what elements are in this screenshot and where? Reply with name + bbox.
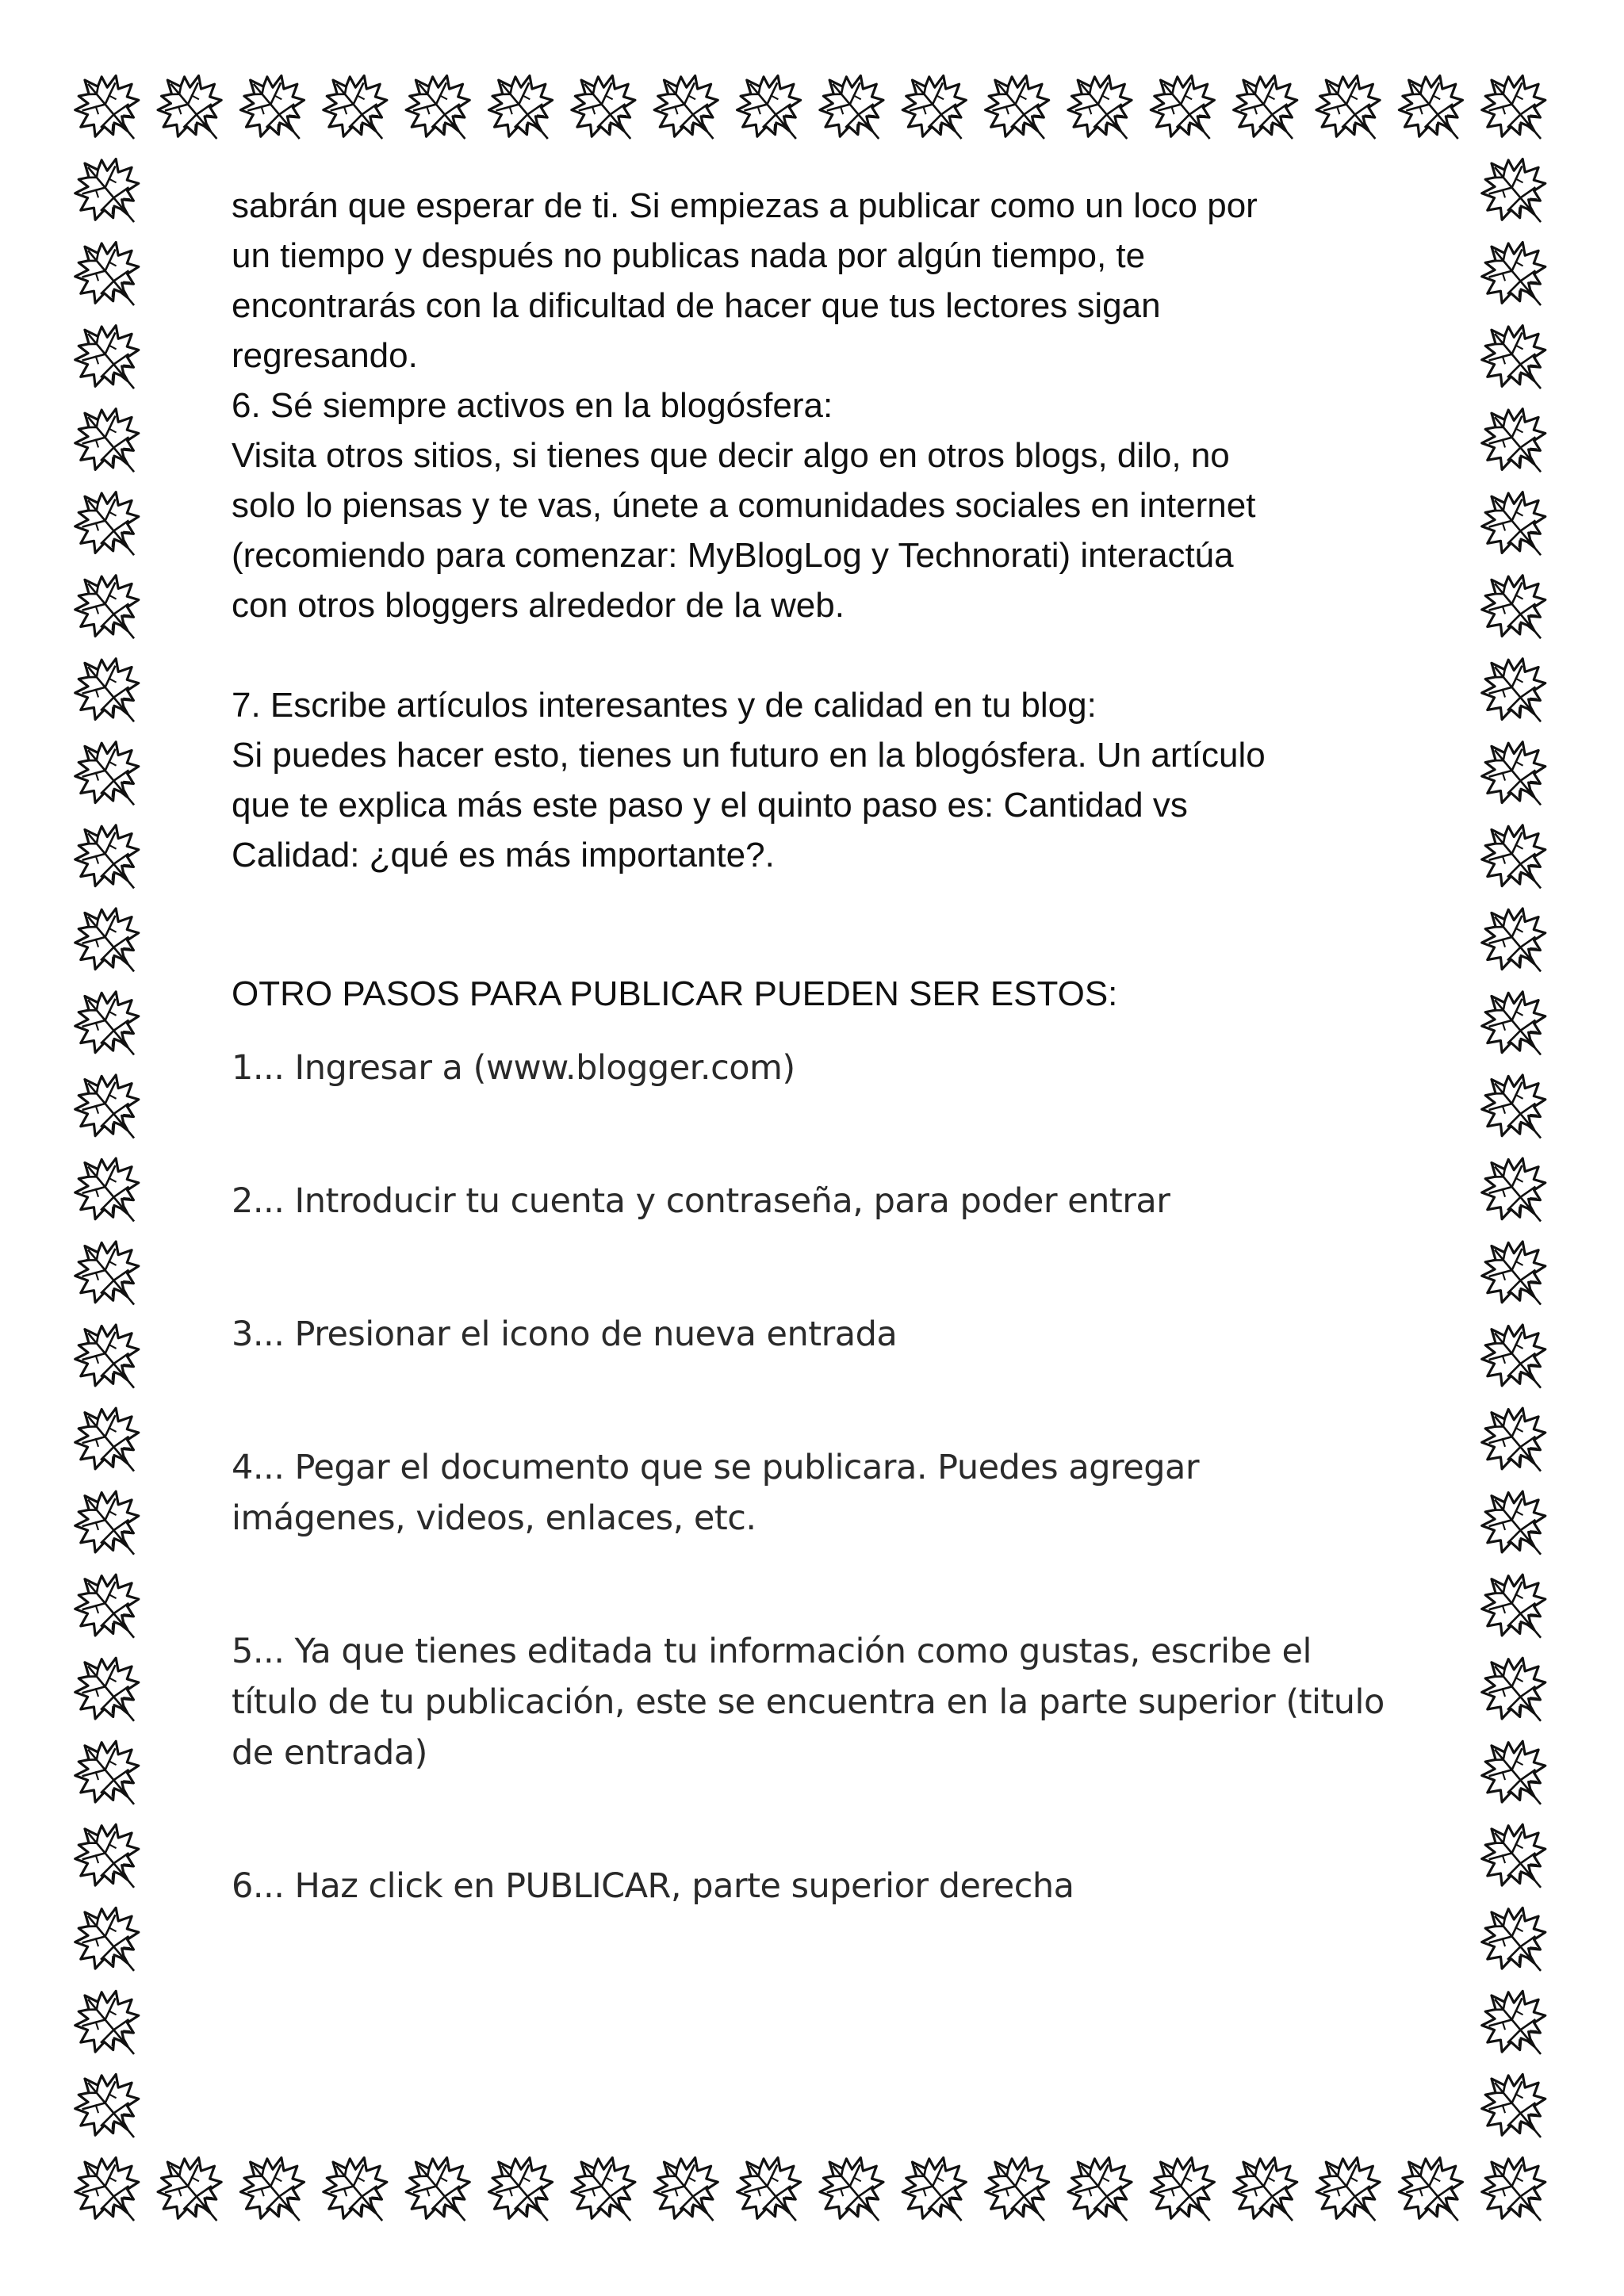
maple-leaf-icon: [804, 59, 904, 160]
maple-leaf-icon: [59, 891, 159, 993]
maple-leaf-icon: [59, 725, 159, 826]
text-line: un tiempo y después no publicas nada por algún tiempo, te: [232, 236, 1146, 275]
maple-leaf-icon: [1135, 2141, 1235, 2242]
maple-leaf-icon: [1466, 1974, 1566, 2076]
maple-leaf-icon: [638, 2141, 738, 2242]
maple-leaf-icon: [59, 1391, 159, 1493]
list-item-line: 1... Ingresar a (www.blogger.com): [232, 1048, 795, 1088]
maple-leaf-icon: [1466, 1891, 1566, 1992]
text-line: Visita otros sitios, si tienes que decir algo en otros blogs, dilo, no: [232, 436, 1230, 475]
list-item: [232, 1442, 1421, 1544]
maple-leaf-icon: [1466, 558, 1566, 660]
maple-leaf-icon: [224, 59, 324, 160]
maple-leaf-icon: [804, 2141, 904, 2242]
maple-leaf-icon: [59, 225, 159, 327]
maple-leaf-icon: [722, 59, 822, 160]
list-item-line: 2... Introducir tu cuenta y contraseña, para poder entrar: [232, 1181, 1170, 1221]
text-line: Si puedes hacer esto, tienes un futuro en la blogósfera. Un artículo: [232, 736, 1266, 775]
maple-leaf-icon: [1466, 1558, 1566, 1659]
list-item: [232, 1309, 1421, 1360]
text-line: sabrán que esperar de ti. Si empiezas a publicar como un loco por: [232, 186, 1258, 225]
list-item: [232, 1176, 1421, 1226]
maple-leaf-icon: [1466, 225, 1566, 327]
maple-leaf-icon: [1218, 2141, 1318, 2242]
maple-leaf-icon: [59, 1225, 159, 1326]
maple-leaf-icon: [887, 2141, 986, 2242]
maple-leaf-icon: [59, 1475, 159, 1576]
maple-leaf-icon: [1466, 392, 1566, 493]
maple-leaf-icon: [59, 1058, 159, 1159]
text-line: encontrarás con la dificultad de hacer que tus lectores sigan: [232, 286, 1161, 325]
maple-leaf-icon: [1466, 641, 1566, 743]
list-item-line: imágenes, videos, enlaces, etc.: [232, 1498, 756, 1538]
maple-leaf-icon: [1383, 2141, 1483, 2242]
maple-leaf-icon: [59, 641, 159, 743]
maple-leaf-icon: [59, 1308, 159, 1410]
maple-leaf-icon: [59, 1974, 159, 2076]
text-line: que te explica más este paso y el quinto paso es: Cantidad vs: [232, 786, 1188, 825]
maple-leaf-icon: [390, 2141, 490, 2242]
maple-leaf-icon: [1466, 2141, 1566, 2242]
section-heading: OTRO PASOS PARA PUBLICAR PUEDEN SER ESTOS:: [232, 974, 1118, 1013]
maple-leaf-icon: [1466, 142, 1566, 243]
maple-leaf-icon: [970, 2141, 1070, 2242]
maple-leaf-icon: [1466, 1391, 1566, 1493]
maple-leaf-icon: [59, 2141, 159, 2242]
list-item: [232, 1043, 1421, 1093]
maple-leaf-icon: [1466, 59, 1566, 160]
list-item-line: 4... Pegar el documento que se publicara. Puedes agregar: [232, 1448, 1200, 1487]
maple-leaf-icon: [59, 59, 159, 160]
maple-leaf-icon: [59, 1558, 159, 1659]
maple-leaf-icon: [556, 59, 656, 160]
maple-leaf-icon: [1052, 59, 1152, 160]
maple-leaf-icon: [1466, 308, 1566, 410]
maple-leaf-icon: [59, 1142, 159, 1243]
list-item-line: 3... Presionar el icono de nueva entrada: [232, 1314, 898, 1354]
maple-leaf-icon: [308, 59, 408, 160]
maple-leaf-icon: [1466, 891, 1566, 993]
maple-leaf-icon: [1218, 59, 1318, 160]
maple-leaf-icon: [1466, 1641, 1566, 1743]
maple-leaf-icon: [1466, 1225, 1566, 1326]
text-line: con otros bloggers alrededor de la web.: [232, 586, 845, 625]
step7-paragraph: [232, 730, 1421, 880]
maple-leaf-icon: [59, 808, 159, 909]
list-item-line: 5... Ya que tienes editada tu información como gustas, escribe el: [232, 1632, 1312, 1671]
maple-leaf-icon: [638, 59, 738, 160]
page-body: [232, 181, 1421, 1994]
maple-leaf-icon: [59, 1891, 159, 1992]
maple-leaf-icon: [59, 2057, 159, 2159]
maple-leaf-icon: [1466, 1308, 1566, 1410]
text-line: (recomiendo para comenzar: MyBlogLog y Technorati) interactúa: [232, 536, 1234, 575]
maple-leaf-icon: [1135, 59, 1235, 160]
maple-leaf-icon: [1466, 1808, 1566, 1909]
maple-leaf-icon: [556, 2141, 656, 2242]
maple-leaf-icon: [1466, 1724, 1566, 1826]
maple-leaf-icon: [1300, 2141, 1400, 2242]
list-item-line: 6... Haz click en PUBLICAR, parte superior derecha: [232, 1866, 1074, 1906]
maple-leaf-icon: [1466, 808, 1566, 909]
maple-leaf-icon: [59, 974, 159, 1076]
list-item-line: título de tu publicación, este se encuentra en la parte superior (titulo: [232, 1682, 1385, 1722]
maple-leaf-icon: [1466, 725, 1566, 826]
maple-leaf-icon: [59, 308, 159, 410]
list-item: [232, 1626, 1421, 1778]
maple-leaf-icon: [473, 59, 573, 160]
maple-leaf-icon: [887, 59, 986, 160]
maple-leaf-icon: [1466, 974, 1566, 1076]
maple-leaf-icon: [59, 1808, 159, 1909]
maple-leaf-icon: [1466, 1058, 1566, 1159]
maple-leaf-icon: [59, 1641, 159, 1743]
step6-heading: 6. Sé siempre activos en la blogósfera:: [232, 386, 833, 425]
list-item: [232, 1861, 1421, 1911]
maple-leaf-icon: [1383, 59, 1483, 160]
maple-leaf-icon: [1052, 2141, 1152, 2242]
maple-leaf-icon: [59, 1724, 159, 1826]
maple-leaf-icon: [224, 2141, 324, 2242]
maple-leaf-icon: [1466, 2057, 1566, 2159]
intro-paragraph: [232, 181, 1421, 381]
maple-leaf-icon: [142, 59, 242, 160]
maple-leaf-icon: [970, 59, 1070, 160]
text-line: regresando.: [232, 336, 418, 375]
maple-leaf-icon: [722, 2141, 822, 2242]
maple-leaf-icon: [142, 2141, 242, 2242]
step7-heading: 7. Escribe artículos interesantes y de calidad en tu blog:: [232, 686, 1097, 725]
list-item-line: de entrada): [232, 1733, 427, 1773]
maple-leaf-icon: [59, 392, 159, 493]
maple-leaf-icon: [59, 558, 159, 660]
maple-leaf-icon: [1466, 1142, 1566, 1243]
maple-leaf-icon: [59, 475, 159, 576]
maple-leaf-icon: [308, 2141, 408, 2242]
maple-leaf-icon: [1466, 1475, 1566, 1576]
maple-leaf-icon: [473, 2141, 573, 2242]
text-line: Calidad: ¿qué es más importante?.: [232, 836, 775, 874]
step6-paragraph: [232, 430, 1421, 630]
maple-leaf-icon: [1466, 475, 1566, 576]
text-line: solo lo piensas y te vas, únete a comunidades sociales en internet: [232, 486, 1256, 525]
maple-leaf-icon: [1300, 59, 1400, 160]
maple-leaf-icon: [59, 142, 159, 243]
maple-leaf-icon: [390, 59, 490, 160]
steps-list: [232, 1043, 1421, 1911]
